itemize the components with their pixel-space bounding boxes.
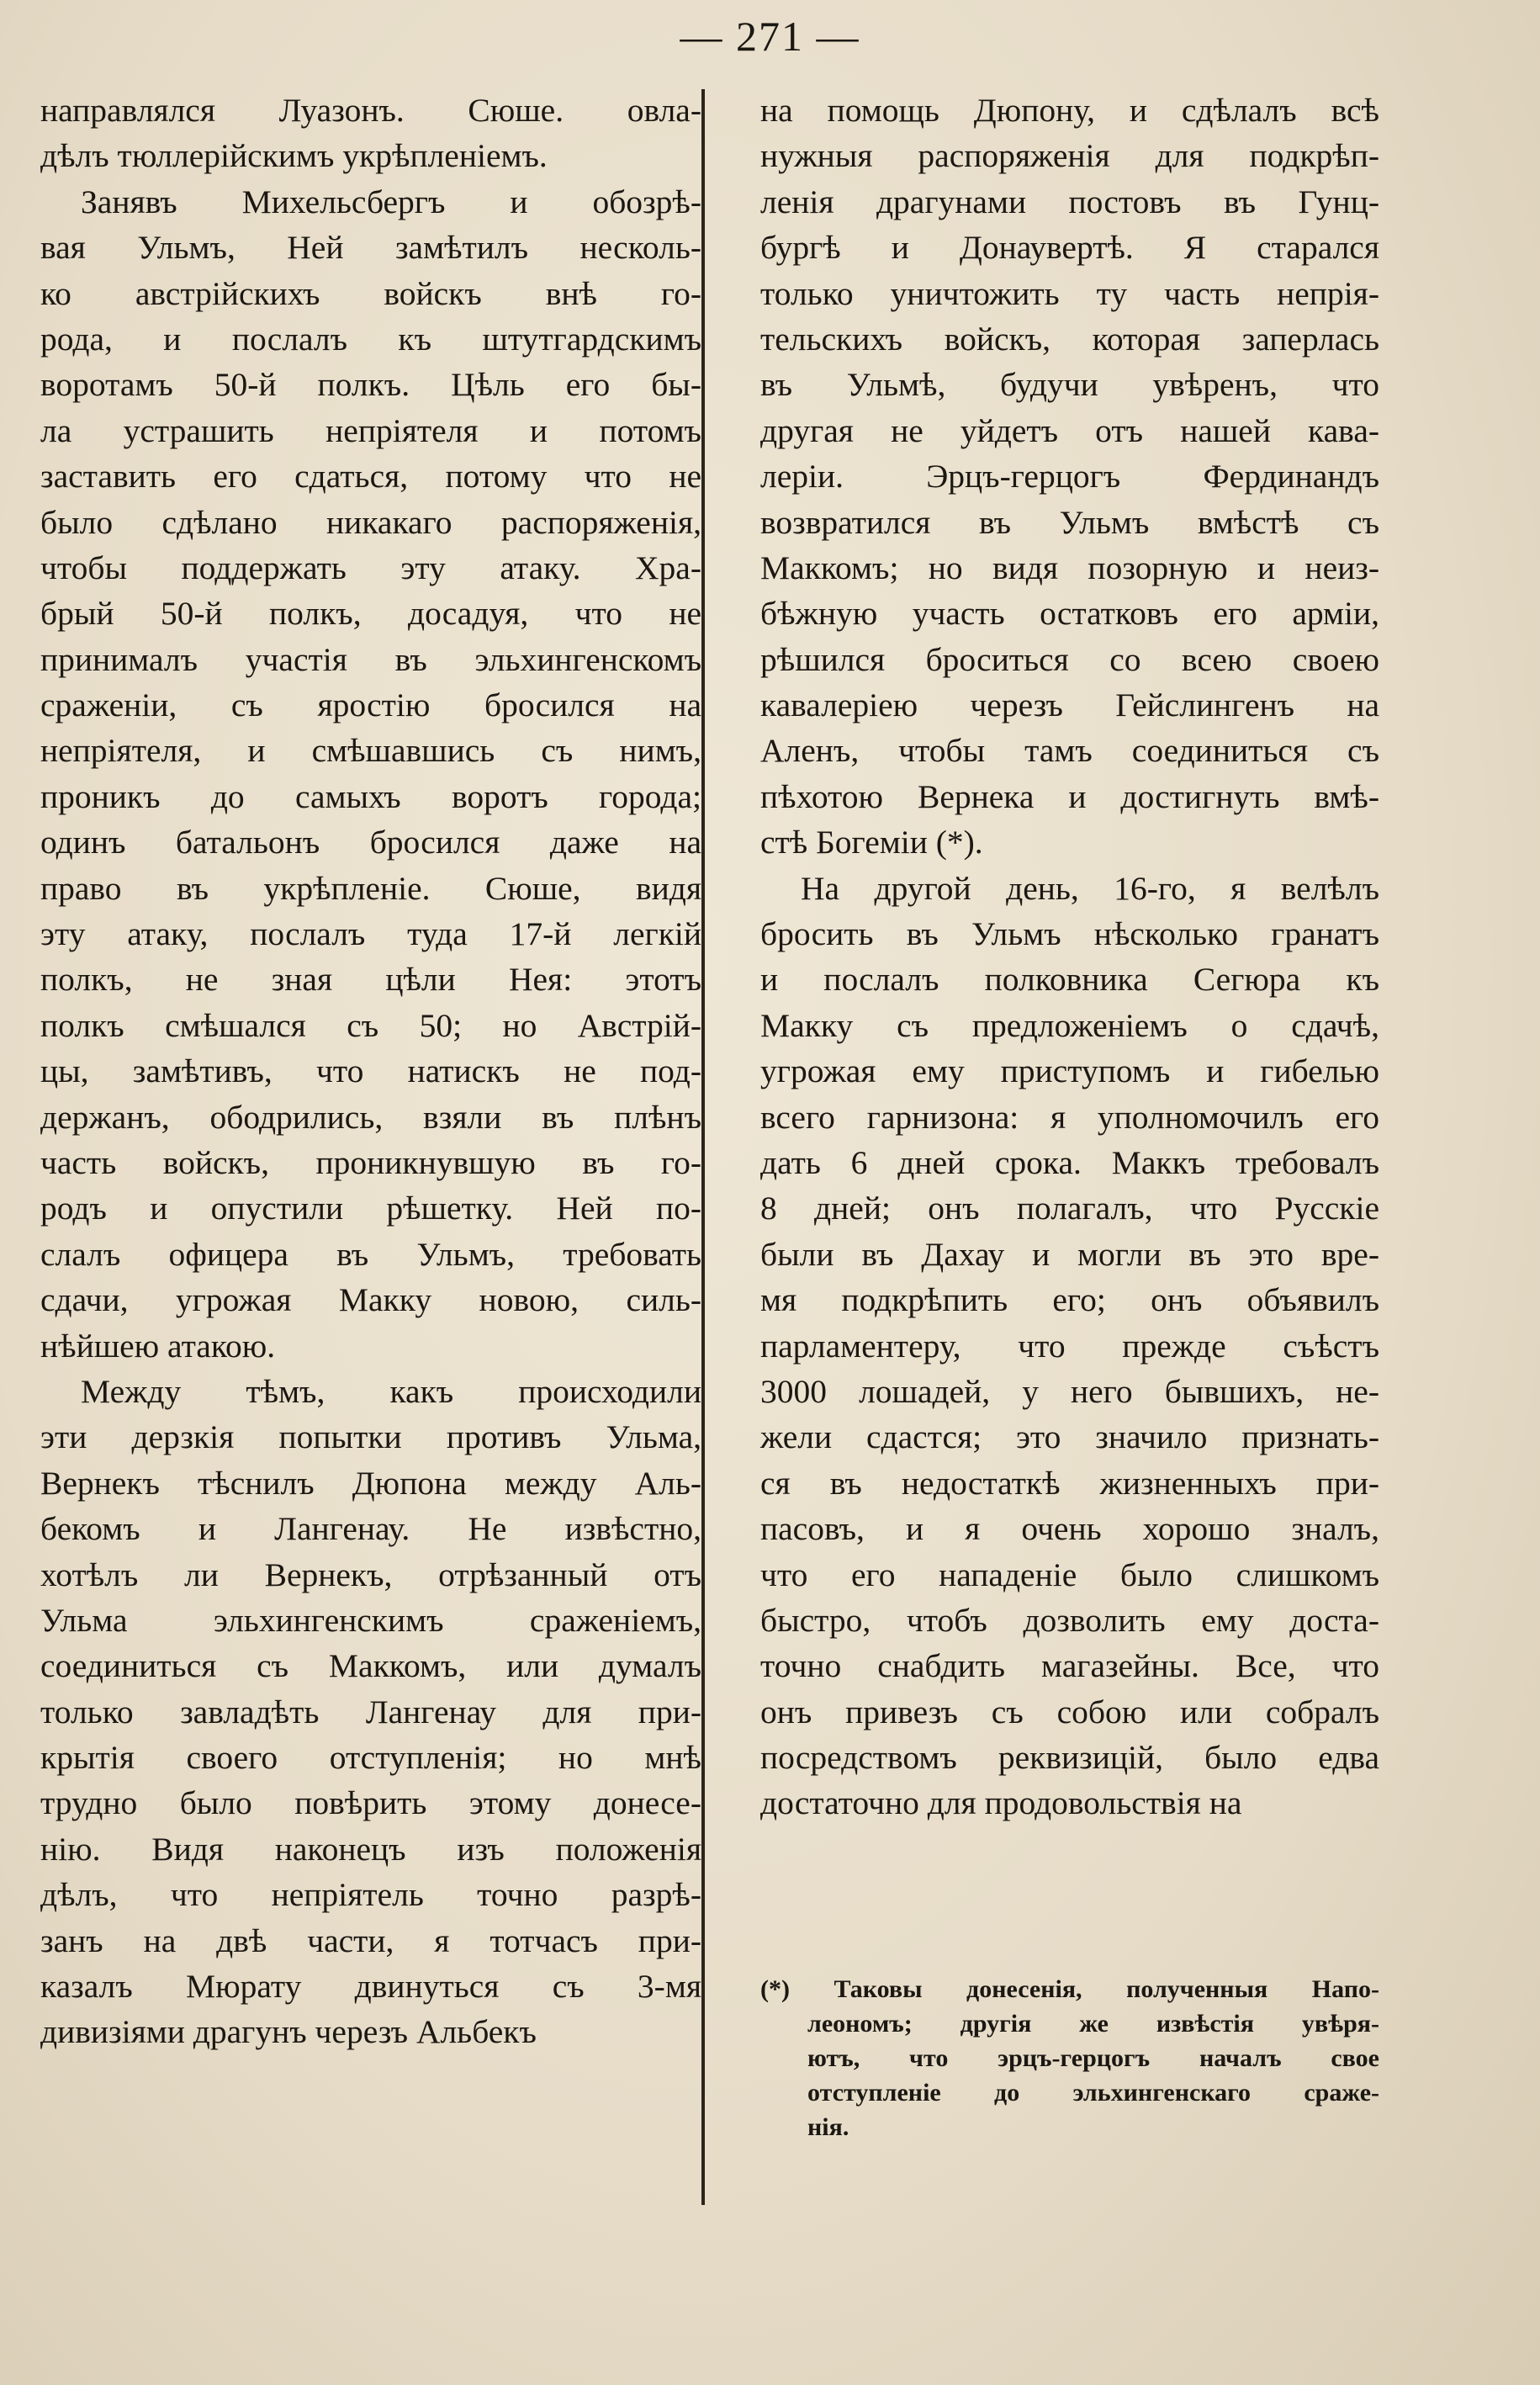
left-column-line: брый 50-й полкъ, досадуя, что не	[40, 595, 701, 633]
left-column-line: хотѣлъ ли Вернекъ, отрѣзанный отъ	[40, 1556, 701, 1593]
right-column-line: кавалерiею черезъ Гейслингенъ на	[760, 686, 1379, 724]
left-column-line: нѣйшею атакою.	[40, 1327, 276, 1365]
footnote	[760, 1972, 1379, 2144]
right-column-line: пѣхотою Вернека и достигнуть вмѣ-	[760, 777, 1379, 815]
left-column-line: непрiятеля, и смѣшавшись съ нимъ,	[40, 732, 701, 770]
right-column-line: стѣ Богемiи (*).	[760, 824, 983, 861]
left-column-line: Занявъ Михельсбергъ и обозрѣ-	[81, 183, 701, 220]
left-column-line: вая Ульмъ, Ней замѣтилъ несколь-	[40, 229, 701, 267]
right-column-line: бросить въ Ульмъ нѣсколько гранатъ	[760, 915, 1379, 953]
left-column-line: ко австрiйскихъ войскъ внѣ го-	[40, 274, 701, 312]
right-column-line: быстро, чтобъ дозволить ему доста-	[760, 1601, 1379, 1639]
left-column-line: занъ на двѣ части, я тотчасъ при-	[40, 1921, 701, 1959]
right-column-line: только уничтожить ту часть непрiя-	[760, 274, 1379, 312]
left-column-line: родъ и опустили рѣшетку. Ней по-	[40, 1190, 701, 1227]
left-column-line: трудно было повѣрить этому донесе-	[40, 1784, 701, 1822]
left-column-line: полкъ смѣшался съ 50; но Австрiй-	[40, 1006, 701, 1044]
left-column-line: полкъ, не зная цѣли Нея: этотъ	[40, 961, 701, 999]
right-column-line: на помощь Дюпону, и сдѣлалъ всѣ	[760, 92, 1379, 129]
left-column-line: цы, замѣтивъ, что натискъ не под-	[40, 1052, 701, 1090]
right-column	[760, 87, 1379, 1826]
left-column-line: дивизiями драгунъ черезъ Альбекъ	[40, 2013, 537, 2051]
left-column-line: часть войскъ, проникнувшую въ го-	[40, 1143, 701, 1181]
right-column-line: угрожая ему приступомъ и гибелью	[760, 1052, 1379, 1090]
right-column-line: дать 6 дней срока. Маккъ требовалъ	[760, 1143, 1379, 1181]
left-column-line: дѣлъ, что непрiятель точно разрѣ-	[40, 1876, 701, 1914]
page-number: — 271 —	[680, 13, 860, 60]
left-column-line: соединиться съ Маккомъ, или думалъ	[40, 1647, 701, 1685]
right-column-line: тельскихъ войскъ, которая заперлась	[760, 320, 1379, 358]
left-column-line: Вернекъ тѣснилъ Дюпона между Аль-	[40, 1464, 701, 1502]
left-column-line: эти дерзкiя попытки противъ Ульма,	[40, 1418, 701, 1456]
left-column-line: рода, и послалъ къ штутгардскимъ	[40, 320, 701, 358]
left-column-line: дѣлъ тюллерiйскимъ укрѣпленiемъ.	[40, 137, 548, 175]
right-column-line: нужныя распоряженiя для подкрѣп-	[760, 137, 1379, 175]
right-column-line: жели сдастся; это значило признать-	[760, 1418, 1379, 1456]
left-column-line: эту атаку, послалъ туда 17-й легкiй	[40, 915, 701, 953]
left-column-line: держанъ, ободрились, взяли въ плѣнъ	[40, 1098, 701, 1136]
left-column-line: принималъ участiя въ эльхингенскомъ	[40, 640, 701, 678]
right-column-line: ся въ недостаткѣ жизненныхъ при-	[760, 1464, 1379, 1502]
left-column-line: Между тѣмъ, какъ происходили	[81, 1372, 701, 1410]
left-column	[40, 87, 701, 2055]
footnote-line: отступленiе до эльхингенскаго сраже-	[807, 2079, 1379, 2107]
footnote-line: (*) Таковы донесенiя, полученныя Напо-	[760, 1975, 1379, 2003]
left-column-line: направлялся Луазонъ. Сюше. овла-	[40, 92, 701, 129]
right-column-line: мя подкрѣпить его; онъ объявилъ	[760, 1281, 1379, 1319]
right-column-line: 8 дней; онъ полагалъ, что Русскiе	[760, 1190, 1379, 1227]
right-column-line: парламентеру, что прежде съѣстъ	[760, 1327, 1379, 1365]
left-column-line: право въ укрѣпленiе. Сюше, видя	[40, 869, 701, 907]
right-column-line: и послалъ полковника Сегюра къ	[760, 961, 1379, 999]
footnote-line: нiя.	[807, 2113, 849, 2141]
left-column-line: слалъ офицера въ Ульмъ, требовать	[40, 1235, 701, 1273]
right-column-line: На другой день, 16-го, я велѣлъ	[801, 869, 1379, 907]
left-column-line: одинъ батальонъ бросился даже на	[40, 824, 701, 861]
right-column-line: другая не уйдетъ отъ нашей кава-	[760, 411, 1379, 449]
right-column-line: онъ привезъ съ собою или собралъ	[760, 1693, 1379, 1730]
footnote-line: леономъ; другiя же извѣстiя увѣря-	[807, 2010, 1379, 2038]
right-column-line: рѣшился броситься со всею своею	[760, 640, 1379, 678]
right-column-line: бѣжную участь остатковъ его армiи,	[760, 595, 1379, 633]
left-column-line: только завладѣть Лангенау для при-	[40, 1693, 701, 1730]
right-column-line: посредствомъ реквизицiй, было едва	[760, 1739, 1379, 1777]
right-column-line: Маккомъ; но видя позорную и неиз-	[760, 549, 1379, 586]
left-column-line: казалъ Мюрату двинуться съ 3-мя	[40, 1968, 701, 2006]
right-column-line: лерiи. Эрцъ-герцогъ Фердинандъ	[760, 458, 1379, 496]
footnote-line: ютъ, что эрцъ-герцогъ началъ свое	[807, 2044, 1379, 2072]
column-divider	[701, 89, 705, 2205]
left-column-line: было сдѣлано никакаго распоряженiя,	[40, 503, 701, 541]
left-column-line: нiю. Видя наконецъ изъ положенiя	[40, 1830, 701, 1868]
right-column-line: всего гарнизона: я уполномочилъ его	[760, 1098, 1379, 1136]
right-column-line: Макку съ предложенiемъ о сдачѣ,	[760, 1006, 1379, 1044]
right-column-line: пасовъ, и я очень хорошо зналъ,	[760, 1510, 1379, 1548]
left-column-line: проникъ до самыхъ воротъ города;	[40, 777, 701, 815]
left-column-line: заставить его сдаться, потому что не	[40, 458, 701, 496]
right-column-line: въ Ульмѣ, будучи увѣренъ, что	[760, 366, 1379, 404]
right-column-line: Аленъ, чтобы тамъ соединиться съ	[760, 732, 1379, 770]
left-column-line: Ульма эльхингенскимъ сраженiемъ,	[40, 1601, 701, 1639]
right-column-line: были въ Дахау и могли въ это вре-	[760, 1235, 1379, 1273]
left-column-line: крытiя своего отступленiя; но мнѣ	[40, 1739, 701, 1777]
right-column-line: 3000 лошадей, у него бывшихъ, не-	[760, 1372, 1379, 1410]
right-column-line: возвратился въ Ульмъ вмѣстѣ съ	[760, 503, 1379, 541]
left-column-line: чтобы поддержать эту атаку. Хра-	[40, 549, 701, 586]
right-column-line: достаточно для продовольствiя на	[760, 1784, 1242, 1822]
right-column-line: бургѣ и Донаувертѣ. Я старался	[760, 229, 1379, 267]
right-column-line: ленiя драгунами постовъ въ Гунц-	[760, 183, 1379, 220]
right-column-line: что его нападенiе было слишкомъ	[760, 1556, 1379, 1593]
left-column-line: ла устрашить непрiятеля и потомъ	[40, 411, 701, 449]
right-column-line: точно снабдить магазейны. Все, что	[760, 1647, 1379, 1685]
left-column-line: воротамъ 50-й полкъ. Цѣль его бы-	[40, 366, 701, 404]
left-column-line: сдачи, угрожая Макку новою, силь-	[40, 1281, 701, 1319]
left-column-line: бекомъ и Лангенау. Не извѣстно,	[40, 1510, 701, 1548]
left-column-line: сраженiи, съ яростiю бросился на	[40, 686, 701, 724]
